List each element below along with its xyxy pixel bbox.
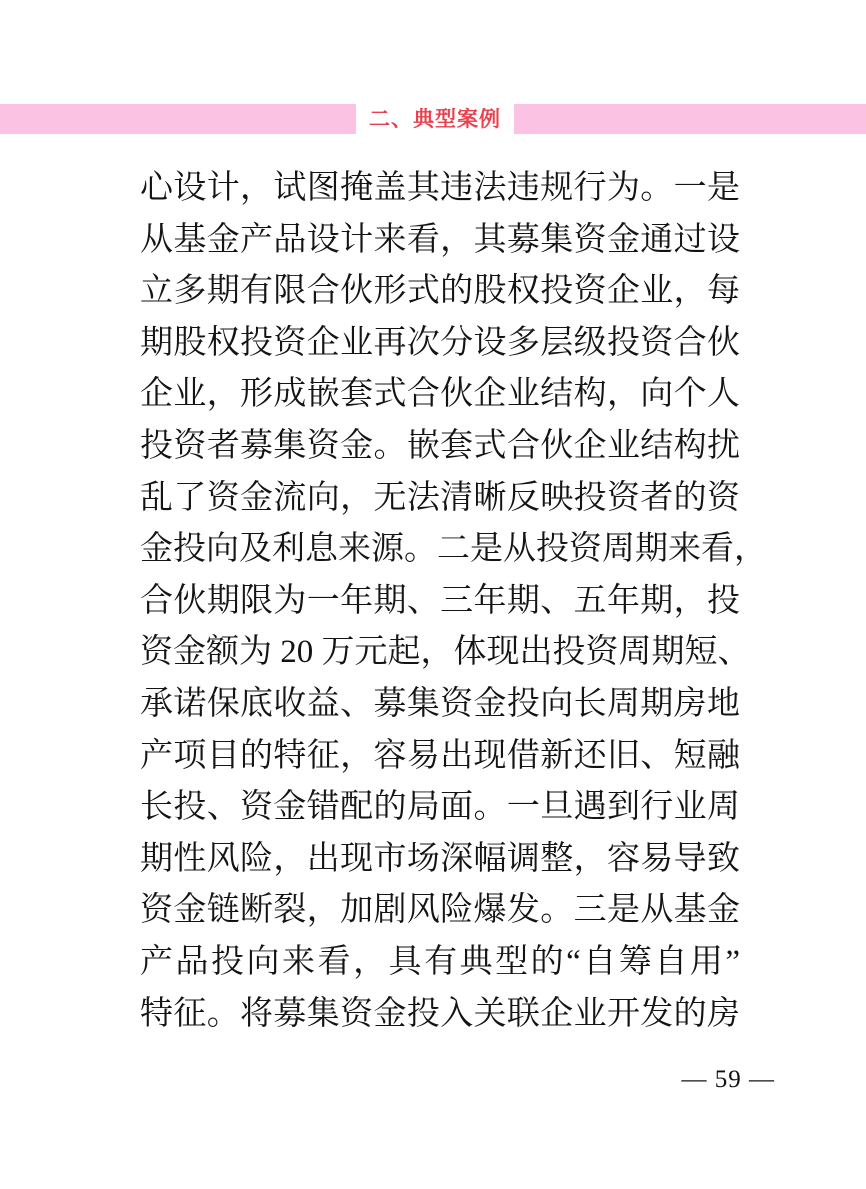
text-line: 特征。将募集资金投入关联企业开发的房 <box>140 995 740 1032</box>
text-line: 合伙期限为一年期、三年期、五年期，投 <box>140 582 740 619</box>
header-title-box <box>356 104 514 134</box>
body-text <box>140 163 767 1040</box>
text-line: 期股权投资企业再次分设多层级投资合伙 <box>140 324 740 361</box>
text-line: 资金链断裂，加剧风险爆发。三是从基金 <box>140 892 740 929</box>
text-line: 产品投向来看，具有典型的“自筹自用” <box>140 943 740 980</box>
text-line: 承诺保底收益、募集资金投向长周期房地 <box>140 685 740 722</box>
text-line: 长投、资金错配的局面。一旦遇到行业周 <box>140 789 740 826</box>
text-line: 期性风险，出现市场深幅调整，容易导致 <box>140 840 740 877</box>
text-line: 心设计，试图掩盖其违法违规行为。一是 <box>140 170 740 206</box>
text-line: 企业，形成嵌套式合伙企业结构，向个人 <box>140 376 740 413</box>
text-line: 金投向及利息来源。二是从投资周期来看， <box>140 531 767 568</box>
text-line: 产项目的特征，容易出现借新还旧、短融 <box>140 737 740 774</box>
text-line: 资金额为 20 万元起，体现出投资周期短、 <box>140 634 751 671</box>
page-number: — 59 — <box>681 1066 775 1093</box>
text-line: 立多期有限合伙形式的股权投资企业，每 <box>140 273 740 310</box>
text-line: 从基金产品设计来看，其募集资金通过设 <box>140 221 740 258</box>
text-line: 投资者募集资金。嵌套式合伙企业结构扰 <box>140 427 740 464</box>
text-line: 乱了资金流向，无法清晰反映投资者的资 <box>140 479 740 516</box>
section-title: 二、典型案例 <box>369 107 501 131</box>
header-band <box>0 104 866 134</box>
